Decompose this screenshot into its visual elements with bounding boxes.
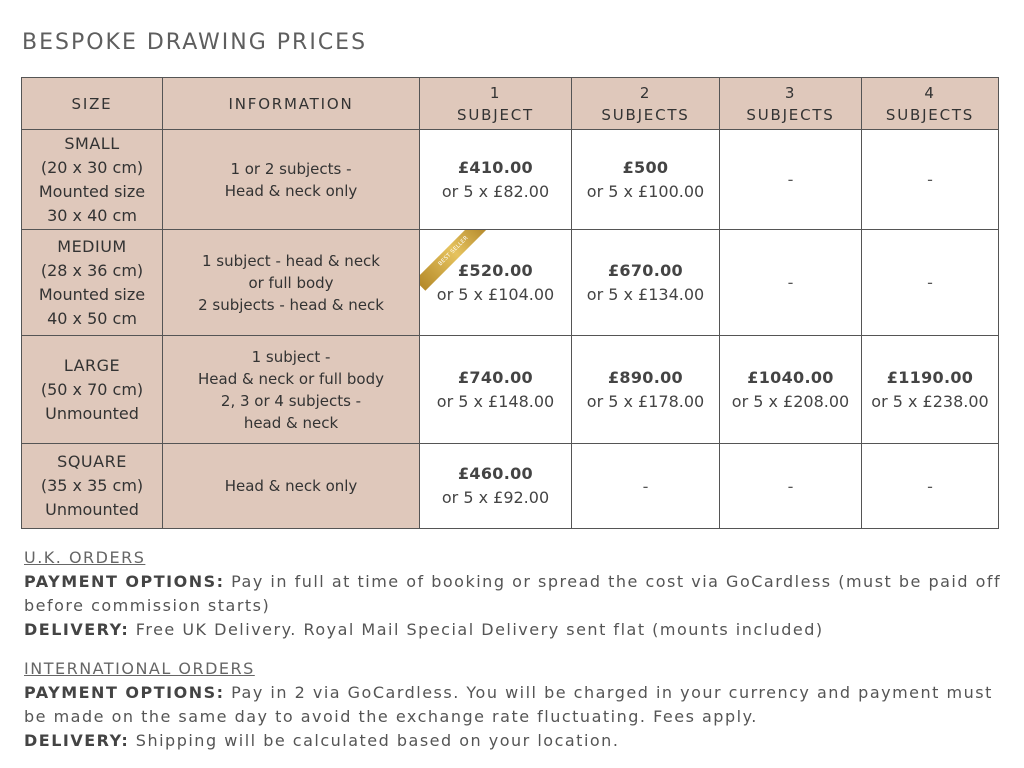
size-line: (50 x 70 cm): [40, 379, 144, 399]
info-line: 1 subject -: [251, 347, 331, 366]
size-name: SQUARE: [57, 452, 127, 471]
delivery-text: Shipping will be calculated based on your location.: [129, 731, 620, 750]
intl-delivery: [24, 729, 1004, 753]
info-line: 1 or 2 subjects -: [230, 159, 352, 178]
header-size: SIZE: [22, 78, 163, 130]
price-amount: £670.00: [608, 260, 683, 280]
info-cell: [163, 444, 420, 529]
header-number: 2: [639, 83, 652, 102]
price-table: [21, 77, 999, 529]
table-row-small: [22, 130, 999, 230]
delivery-text: Free UK Delivery. Royal Mail Special Delivery sent flat (mounts included): [129, 620, 824, 639]
price-amount: £1190.00: [886, 367, 974, 387]
size-line: (20 x 30 cm): [40, 157, 144, 177]
price-installment: or 5 x £82.00: [441, 181, 550, 201]
price-cell: [720, 336, 862, 444]
info-line: 2 subjects - head & neck: [198, 295, 384, 314]
info-line: Head & neck only: [224, 181, 358, 200]
info-cell: [163, 230, 420, 336]
price-amount: £500: [622, 157, 669, 177]
header-3-subjects: [720, 78, 862, 130]
price-installment: or 5 x £100.00: [586, 181, 705, 201]
size-line: 40 x 50 cm: [47, 308, 137, 328]
size-line: (35 x 35 cm): [40, 476, 144, 495]
size-cell: [22, 130, 163, 230]
payment-text: Pay in 2 via GoCardless. You will be charged in your currency and payment must be made on the same day to avoid the exchange rate fluctuating. Fees apply.: [24, 683, 993, 726]
best-seller-badge: BEST SELLER: [420, 230, 494, 291]
price-unavailable: -: [572, 444, 720, 529]
size-line: Mounted size: [38, 181, 146, 201]
info-line: 1 subject - head & neck: [202, 251, 380, 270]
price-amount: £890.00: [608, 367, 683, 387]
price-amount: £460.00: [458, 464, 533, 483]
info-line: Head & neck only: [224, 477, 358, 495]
price-cell: [420, 130, 572, 230]
uk-delivery: [24, 618, 1004, 642]
price-unavailable: -: [720, 230, 862, 336]
price-installment: or 5 x £134.00: [586, 284, 705, 304]
price-unavailable: -: [862, 444, 999, 529]
size-line: Unmounted: [45, 500, 139, 519]
header-label: SUBJECTS: [746, 105, 835, 124]
price-unavailable: -: [720, 444, 862, 529]
size-line: Mounted size: [38, 284, 146, 304]
payment-label: PAYMENT OPTIONS:: [24, 572, 225, 591]
info-line: head & neck: [243, 413, 339, 432]
size-name: LARGE: [63, 355, 121, 375]
header-number: 4: [924, 83, 936, 102]
uk-orders-heading: U.K. ORDERS: [24, 548, 146, 567]
price-unavailable: -: [862, 230, 999, 336]
price-cell: [572, 130, 720, 230]
table-row-large: [22, 336, 999, 444]
page-title: BESPOKE DRAWING PRICES: [22, 30, 368, 55]
header-1-subject: [420, 78, 572, 130]
info-line: or full body: [248, 273, 334, 292]
size-name: SMALL: [64, 133, 120, 153]
header-information: INFORMATION: [163, 78, 420, 130]
info-cell: [163, 336, 420, 444]
price-cell: [572, 230, 720, 336]
table-header-row: [22, 78, 999, 130]
price-cell: [862, 336, 999, 444]
price-cell: [572, 336, 720, 444]
intl-payment-options: [24, 681, 1004, 729]
price-installment: or 5 x £148.00: [436, 391, 555, 411]
price-installment: or 5 x £238.00: [871, 391, 989, 411]
table-row-medium: [22, 230, 999, 336]
price-cell: [420, 444, 572, 529]
header-2-subjects: [572, 78, 720, 130]
price-unavailable: -: [720, 130, 862, 230]
price-amount: £1040.00: [747, 367, 834, 387]
size-line: Unmounted: [45, 403, 139, 423]
header-label: SUBJECTS: [601, 105, 690, 124]
header-label: SUBJECTS: [885, 105, 975, 124]
uk-payment-options: [24, 570, 1004, 618]
size-line: (28 x 36 cm): [40, 260, 144, 280]
price-amount: £520.00: [458, 260, 533, 280]
price-cell: [420, 230, 572, 336]
info-line: 2, 3 or 4 subjects -: [220, 391, 362, 410]
price-unavailable: -: [862, 130, 999, 230]
size-cell: [22, 336, 163, 444]
payment-text: Pay in full at time of booking or spread the cost via GoCardless (must be paid off before commission starts): [24, 572, 1002, 615]
price-cell: [420, 336, 572, 444]
header-label: SUBJECT: [457, 105, 534, 124]
uk-orders-section: [24, 546, 1004, 642]
size-cell: [22, 444, 163, 529]
delivery-label: DELIVERY:: [24, 731, 130, 750]
header-number: 1: [489, 83, 502, 102]
table-row-square: [22, 444, 999, 529]
price-installment: or 5 x £104.00: [436, 284, 555, 304]
info-cell: [163, 130, 420, 230]
international-orders-section: [24, 657, 1004, 753]
info-line: Head & neck or full body: [198, 369, 384, 388]
header-number: 3: [784, 83, 797, 102]
international-orders-heading: INTERNATIONAL ORDERS: [24, 659, 255, 678]
price-amount: £740.00: [458, 367, 533, 387]
size-name: MEDIUM: [57, 236, 127, 256]
price-installment: or 5 x £92.00: [441, 488, 550, 507]
payment-label: PAYMENT OPTIONS:: [24, 683, 225, 702]
price-installment: or 5 x £208.00: [731, 391, 850, 411]
price-installment: or 5 x £178.00: [586, 391, 705, 411]
delivery-label: DELIVERY:: [24, 620, 130, 639]
size-cell: [22, 230, 163, 336]
header-4-subjects: [862, 78, 999, 130]
price-amount: £410.00: [458, 157, 533, 177]
size-line: 30 x 40 cm: [47, 205, 137, 225]
